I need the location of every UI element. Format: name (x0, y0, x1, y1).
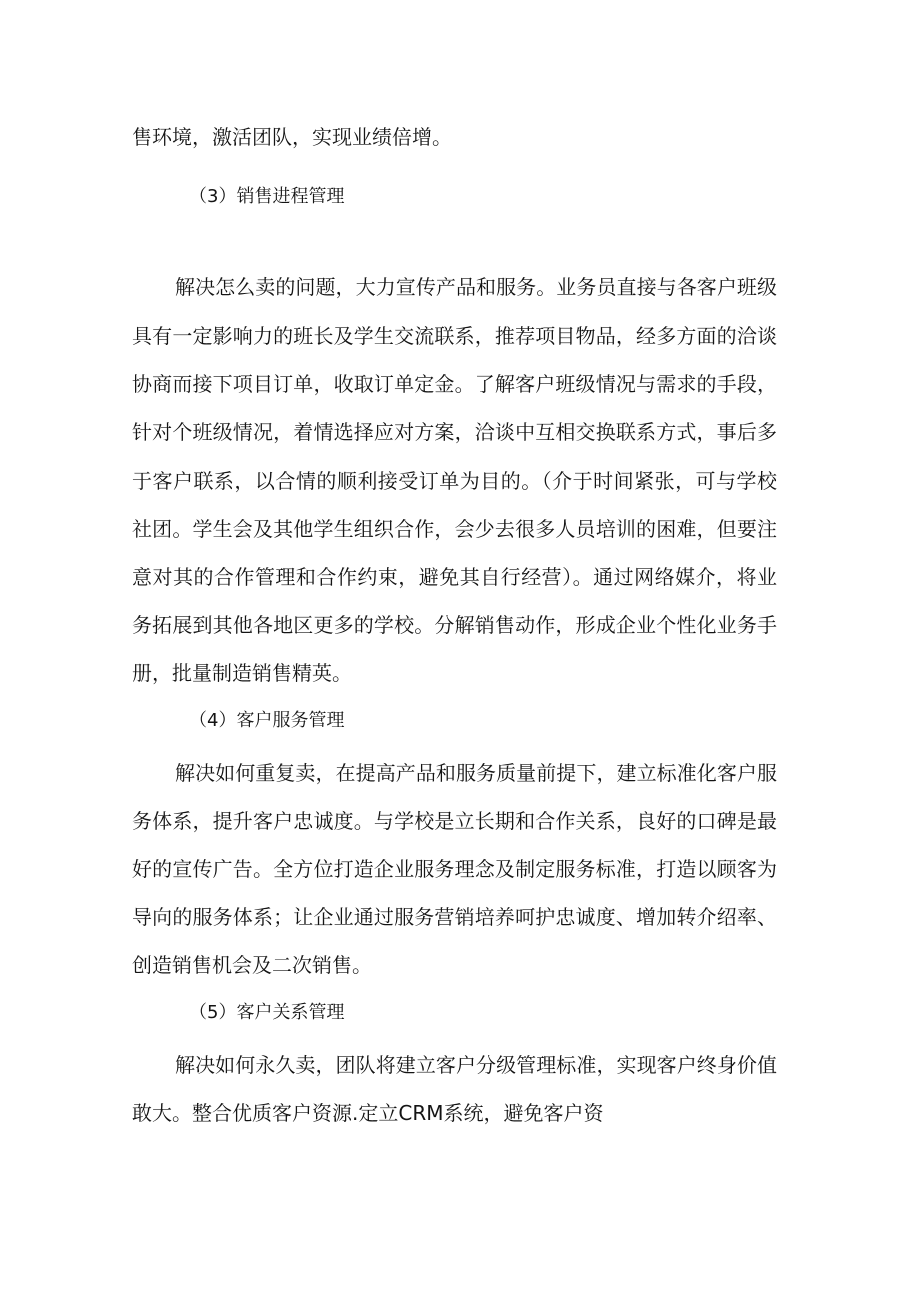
paragraph-line: 导向的服务体系；让企业通过服务营销培养呵护忠诚度、增加转介绍率、 (132, 905, 778, 929)
paragraph-line: 社团。学生会及其他学生组织合作，会少去很多人员培训的困难，但要注 (132, 517, 778, 541)
paragraph-line: 敢大。整合优质客户资源.定立CRM系统，避免客户资 (132, 1101, 604, 1125)
paragraph-line: 售环境，激活团队，实现业绩倍增。 (132, 125, 452, 149)
paragraph-line: 务拓展到其他各地区更多的学校。分解销售动作，形成企业个性化业务手 (132, 613, 778, 637)
paragraph-line: 好的宣传广告。全方位打造企业服务理念及制定服务标准，打造以顾客为 (132, 857, 778, 881)
paragraph-line: 册，批量制造销售精英。 (132, 661, 352, 685)
paragraph-line: 于客户联系，以合情的顺利接受订单为目的。（介于时间紧张，可与学校 (132, 469, 778, 493)
paragraph-line: 意对其的合作管理和合作约束，避免其自行经营）。通过网络媒介，将业 (132, 565, 778, 589)
paragraph-line: 解决如何重复卖，在提高产品和服务质量前提下，建立标准化客户服 (175, 761, 778, 785)
paragraph-line: 具有一定影响力的班长及学生交流联系，推荐项目物品，经多方面的洽谈 (132, 324, 778, 348)
section-heading: （3）销售进程管理 (189, 186, 345, 207)
paragraph-line: 针对个班级情况，着情选择应对方案，洽谈中互相交换联系方式，事后多 (132, 420, 778, 444)
paragraph-line: 创造销售机会及二次销售。 (132, 953, 372, 977)
paragraph-line: 务体系，提升客户忠诚度。与学校是立长期和合作关系，良好的口碑是最 (132, 809, 778, 833)
section-heading: （4）客户服务管理 (189, 710, 345, 731)
paragraph-line: 解决如何永久卖，团队将建立客户分级管理标准，实现客户终身价值 (175, 1053, 778, 1077)
paragraph-line: 协商而接下项目订单，收取订单定金。了解客户班级情况与需求的手段， (132, 372, 778, 396)
section-heading: （5）客户关系管理 (189, 1002, 345, 1023)
paragraph-line: 解决怎么卖的问题，大力宣传产品和服务。业务员直接与各客户班级 (175, 275, 778, 299)
